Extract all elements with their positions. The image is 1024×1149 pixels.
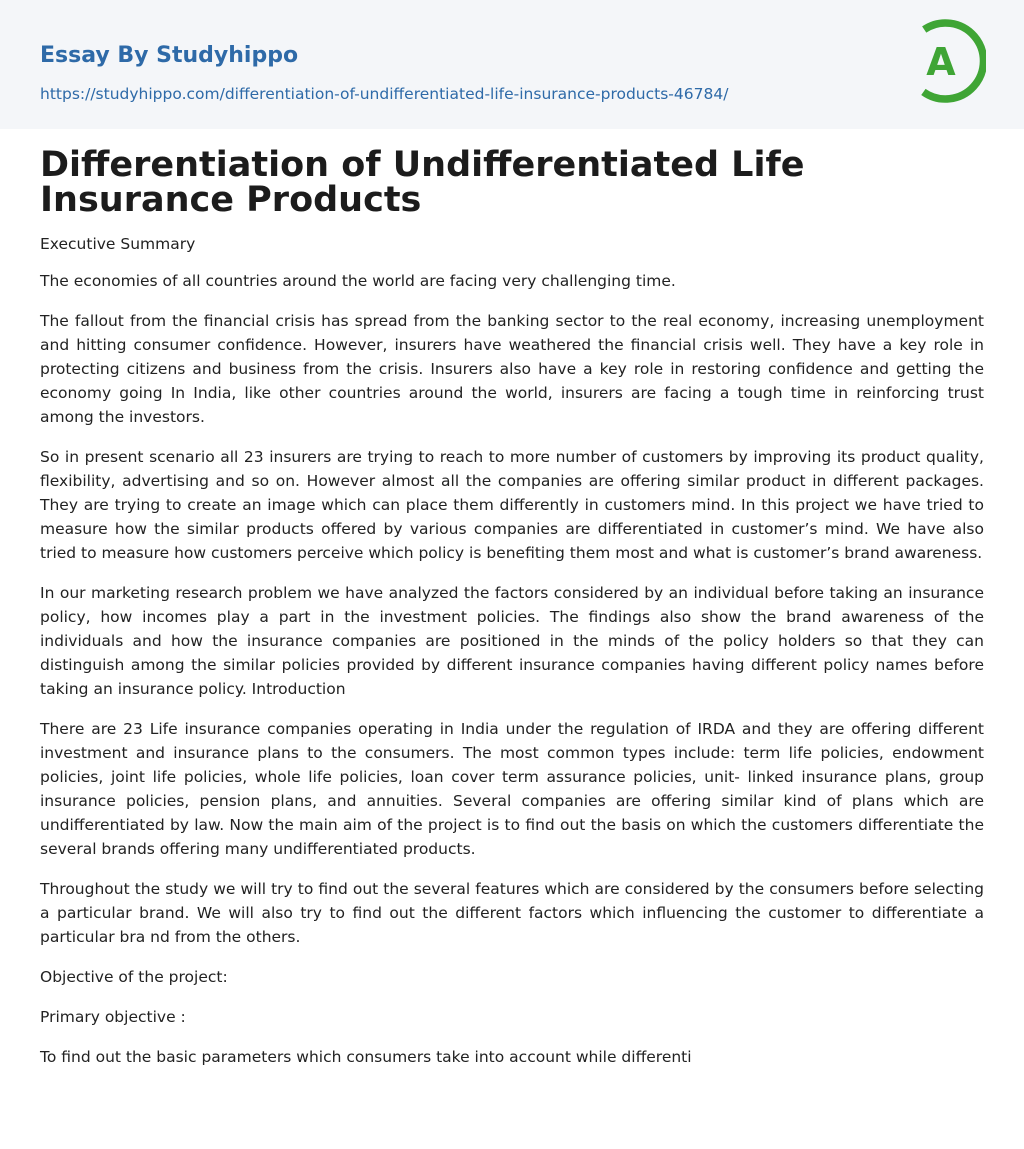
site-header [0, 0, 1024, 129]
essay-subtitle: Executive Summary [40, 235, 196, 253]
paragraph-6: Throughout the study we will try to find out the several features which are considered by the consumers before selecting a particular brand. We will also try to find out the different factors which influencing the customer to differentiate a particular bra nd from the others. [40, 880, 984, 946]
paragraph-3: So in present scenario all 23 insurers are trying to reach to more number of customers by improving its product quality, flexibility, advertising and so on. However almost all the companies are offering similar product in different packages. They are trying to create an image which can place them differently in customers mind. In this project we have tried to measure how the similar products offered by various companies are differentiated in customer’s mind. We have also tried to measure how customers perceive which policy is benefiting them most and what is customer’s brand awareness. [40, 448, 984, 562]
paragraph-4: In our marketing research problem we have analyzed the factors considered by an individual before taking an insurance policy, how incomes play a part in the investment policies. The findings also show the brand awareness of the individuals and how the insurance companies are positioned in the minds of the policy holders so that they can distinguish among the similar policies provided by different insurance companies having different policy names before taking an insurance policy. Introduction [40, 584, 984, 698]
paragraph-1: The economies of all countries around the world are facing very challenging time. [40, 272, 676, 290]
studyhippo-logo-icon[interactable] [912, 18, 986, 106]
paragraph-objective-heading: Objective of the project: [40, 968, 228, 986]
paragraph-5: There are 23 Life insurance companies operating in India under the regulation of IRDA and they are offering different investment and insurance plans to the consumers. The most common types include: term life policies, endowment policies, joint life policies, whole life policies, loan cover term assurance policies, unit- linked insurance plans, group insurance policies, pension plans, and annuities. Several companies are offering similar kind of plans which are undifferentiated by law. Now the main aim of the project is to find out the basis on which the customers differentiate the several brands offering many undifferentiated products. [40, 720, 984, 858]
essay-title: Differentiation of Undifferentiated Life Insurance Products [40, 145, 805, 220]
paragraph-primary-objective: Primary objective : [40, 1008, 186, 1026]
paragraph-2: The fallout from the financial crisis has spread from the banking sector to the real economy, increasing unemployment and hitting consumer confidence. However, insurers have weathered the financial crisis well. They have a key role in protecting citizens and business from the crisis. Insurers also have a key role in restoring confidence and getting the economy going In India, like other countries around the world, insurers are facing a tough time in reinforcing trust among the investors. [40, 312, 984, 426]
paragraph-truncated: To find out the basic parameters which consumers take into account while differenti [40, 1048, 692, 1066]
site-name[interactable]: Essay By Studyhippo [40, 43, 299, 68]
essay-url-link[interactable]: https://studyhippo.com/differentiation-of-undifferentiated-life-insurance-products-46784/ [40, 85, 729, 103]
essay-content [40, 145, 984, 1085]
logo-letter: A [926, 40, 956, 84]
